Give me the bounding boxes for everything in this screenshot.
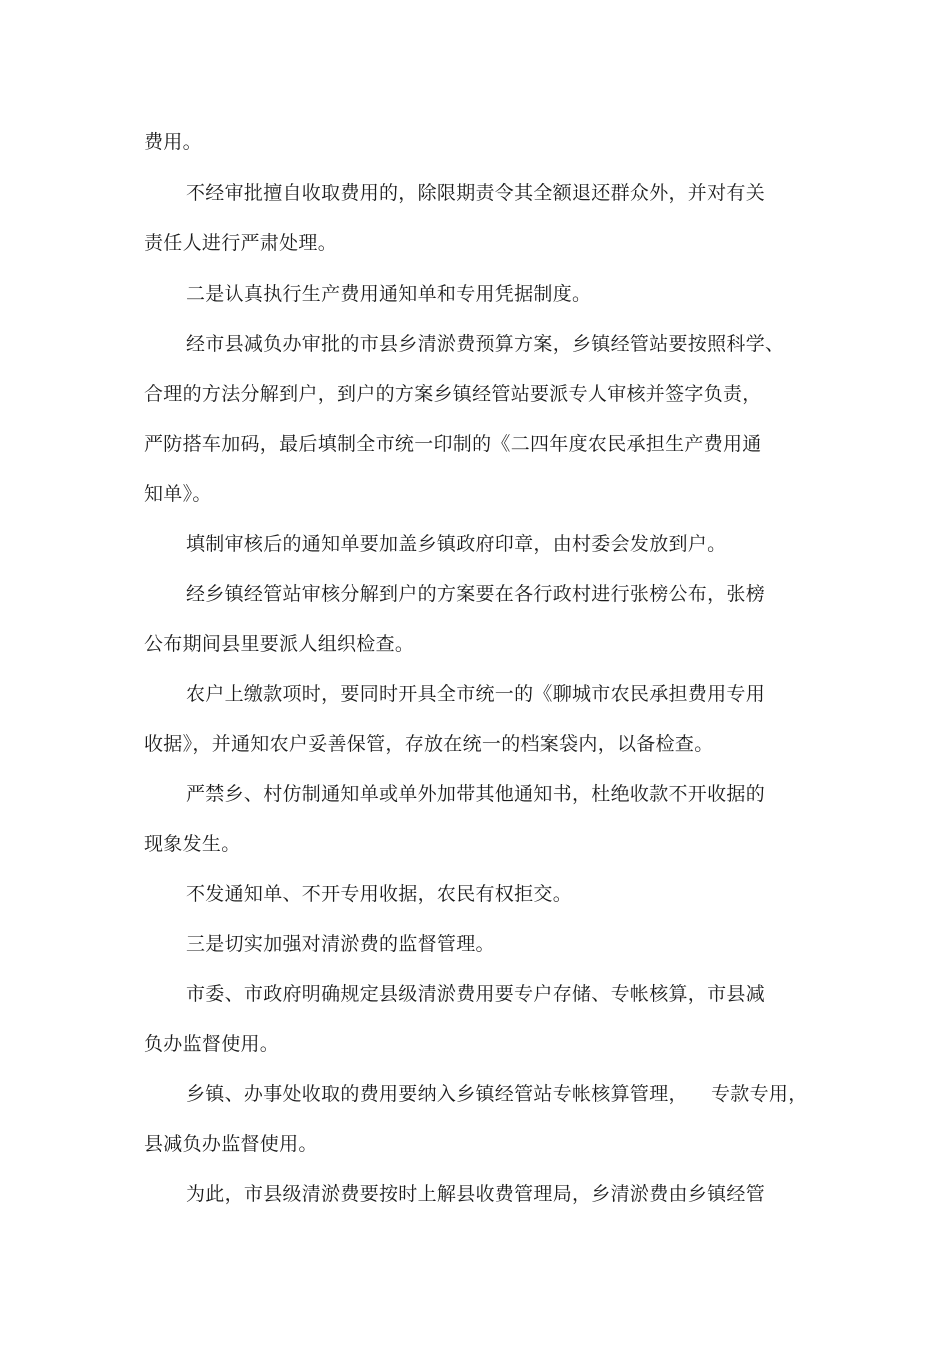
text-line: 严防搭车加码，最后填制全市统一印制的《二四年度农民承担生产费用通 bbox=[144, 433, 762, 455]
text-line: 经乡镇经管站审核分解到户的方案要在各行政村进行张榜公布，张榜 bbox=[186, 583, 766, 605]
text-line: 知单》。 bbox=[144, 483, 212, 505]
text-line: 为此，市县级清淤费要按时上解县收费管理局，乡清淤费由乡镇经管 bbox=[186, 1183, 766, 1205]
text-line: 负办监督使用。 bbox=[144, 1033, 280, 1055]
text-line: 公布期间县里要派人组织检查。 bbox=[144, 633, 415, 655]
text-line: 严禁乡、村仿制通知单或单外加带其他通知书，杜绝收款不开收据的 bbox=[186, 783, 766, 805]
text-line: 合理的方法分解到户，到户的方案乡镇经管站要派专人审核并签字负责， bbox=[144, 383, 762, 405]
text-line: 不经审批擅自收取费用的，除限期责令其全额退还群众外，并对有关 bbox=[186, 182, 766, 204]
text-line: 二是认真执行生产费用通知单和专用凭据制度。 bbox=[186, 283, 592, 305]
text-line: 县减负办监督使用。 bbox=[144, 1133, 318, 1155]
text-line: 责任人进行严肃处理。 bbox=[144, 232, 338, 254]
text-line: 经市县减负办审批的市县乡清淤费预算方案，乡镇经管站要按照科学、 bbox=[186, 333, 785, 355]
text-line: 不发通知单、不开专用收据，农民有权拒交。 bbox=[186, 883, 573, 905]
text-line: 收据》，并通知农户妥善保管，存放在统一的档案袋内，以备检查。 bbox=[144, 733, 714, 755]
text-line: 现象发生。 bbox=[144, 833, 241, 855]
text-line: 农户上缴款项时，要同时开具全市统一的《聊城市农民承担费用专用 bbox=[186, 683, 766, 705]
text-line: 市委、市政府明确规定县级清淤费用要专户存储、专帐核算，市县减 bbox=[186, 983, 766, 1005]
text-line: 填制审核后的通知单要加盖乡镇政府印章，由村委会发放到户。 bbox=[186, 533, 727, 555]
text-line: 三是切实加强对清淤费的监督管理。 bbox=[186, 933, 495, 955]
text-line: 专款专用， bbox=[711, 1083, 808, 1105]
text-line: 费用。 bbox=[144, 131, 202, 153]
text-line: 乡镇、办事处收取的费用要纳入乡镇经管站专帐核算管理， bbox=[186, 1083, 688, 1105]
